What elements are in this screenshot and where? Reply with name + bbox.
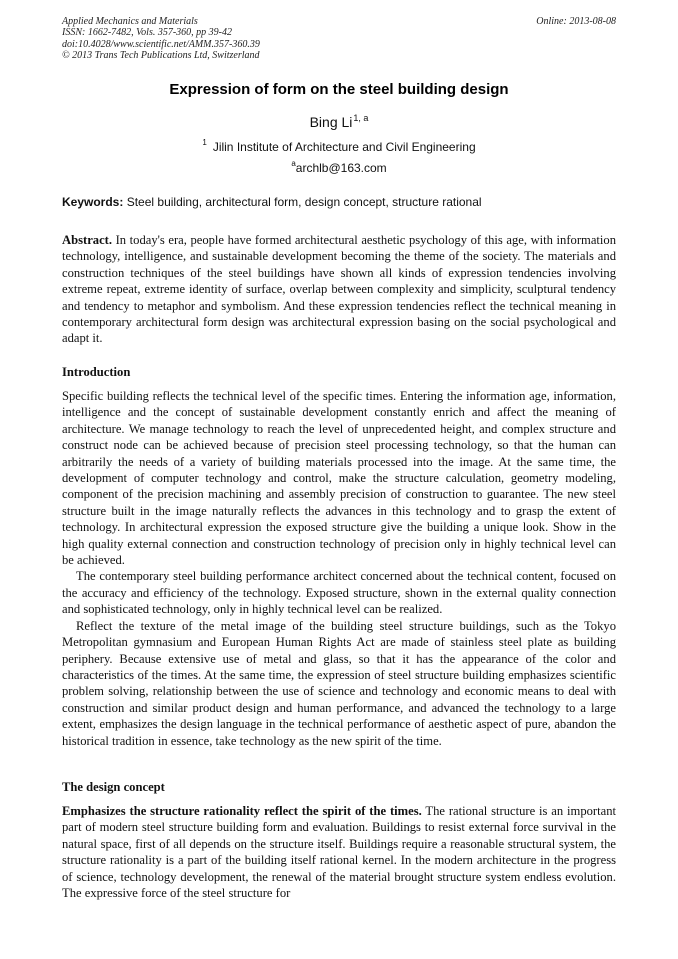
keywords-text: Steel building, architectural form, design concept, structure rational — [126, 195, 482, 209]
design-concept-lead: Emphasizes the structure rationality reflect the spirit of the times. — [62, 804, 422, 818]
introduction-heading: Introduction — [62, 365, 131, 379]
design-concept-heading: The design concept — [62, 780, 165, 794]
journal-header — [62, 16, 616, 61]
design-concept-body — [62, 803, 616, 901]
abstract-label: Abstract. — [62, 233, 113, 247]
journal-name: Applied Mechanics and Materials — [62, 16, 198, 27]
abstract-block — [62, 232, 616, 347]
design-concept-text: The rational structure is an important part of modern steel structure building form and evaluation. Buildings to resist external force survival in the natural space, first of all depends on the structure itself. Buildings require a reasonable structural system, the structure rationality is a part of the building itself rational kernel. In the modern architecture in the progress of science, technology development, the renewal of the material brought structure system endless evolution. The expressive force of the steel structure for — [62, 804, 616, 901]
email-address: archlb@163.com — [295, 161, 387, 175]
keywords-label: Keywords: — [62, 195, 124, 209]
doi-line: doi:10.4028/www.scientific.net/AMM.357-360.39 — [62, 38, 260, 50]
author-name: Bing Li — [309, 114, 353, 130]
author-superscript: 1, a — [353, 113, 369, 123]
intro-paragraph-1: Specific building reflects the technical level of the specific times. Entering the information age, information, intelligence and the concept of sustainable development constantly enrich and affect the meaning of architecture. We manage technology to reach the level of unprecedented height, and complex structure and construct node can be achieved because of precision steel processing technology, so that the human can arbitrarily the needs of a variety of building materials processed into the image. At the same time, the development of computer technology and control, make the structure calculation, geometry modeling, component of the precision machining and assembly precision of construction to guarantee. The new steel structure built in the image naturally reflects the advances in this technology and to grasp the extent of technology. In architectural expression the exposed structure give the building a unique look. Show in the high quality external connection and construction technology of precision only in highly technical level can be achieved. — [62, 389, 616, 568]
issn-line: ISSN: 1662-7482, Vols. 357-360, pp 39-42 — [62, 27, 232, 39]
intro-paragraph-3: Reflect the texture of the metal image of the building steel structure buildings, such as the Tokyo Metropolitan gymnasium and European Human Rights Act are made of stainless steel plate as building periphery. Because extensive use of metal and glass, so that it has the appearance of the color and characteristics of the times. At the same time, the expression of steel structure building emphasizes scientific problem solving, relationship between the use of science and technology and economic means to deal with construction and similar product design and human performance, and advanced the technology to a large extent, emphasizes the design language in the technical performance of aesthetic aspect of pure, abandon the historical tradition in essence, take technology as the new spirit of the time. — [62, 618, 616, 748]
email-line — [0, 159, 678, 175]
introduction-body — [62, 388, 616, 749]
online-date: Online: 2013-08-08 — [536, 16, 616, 27]
paper-title: Expression of form on the steel building design — [169, 81, 509, 98]
abstract-text: In today's era, people have formed architectural aesthetic psychology of this age, with information technology, intelligence, and sustainable development becoming the theme of the society. The materials and construction techniques of the steel buildings have shown all kinds of expression tendencies involving extreme repeat, extreme identity of surface, overlap between complexity and simplicity, sculptural tendency and tendency to metaphor and symbolism. And these expression tendencies reflect the technical meaning in contemporary architectural form design was architectural expression basing on the social psychological and adapt it. — [62, 233, 616, 346]
affiliation-text: Jilin Institute of Architecture and Civil Engineering — [212, 140, 476, 154]
affiliation-superscript: 1 — [202, 138, 207, 147]
affiliation-line — [0, 138, 678, 154]
intro-paragraph-2: The contemporary steel building performance architect concerned about the technical content, focused on the accuracy and efficiency of the technology. Exposed structure, shown in the external quality connection and sophisticated technology, only in highly technical level can be realized. — [62, 569, 616, 617]
email-superscript: a — [291, 159, 296, 168]
keywords-line — [62, 195, 616, 209]
author-line — [0, 113, 678, 130]
copyright-line: © 2013 Trans Tech Publications Ltd, Switzerland — [62, 49, 260, 61]
